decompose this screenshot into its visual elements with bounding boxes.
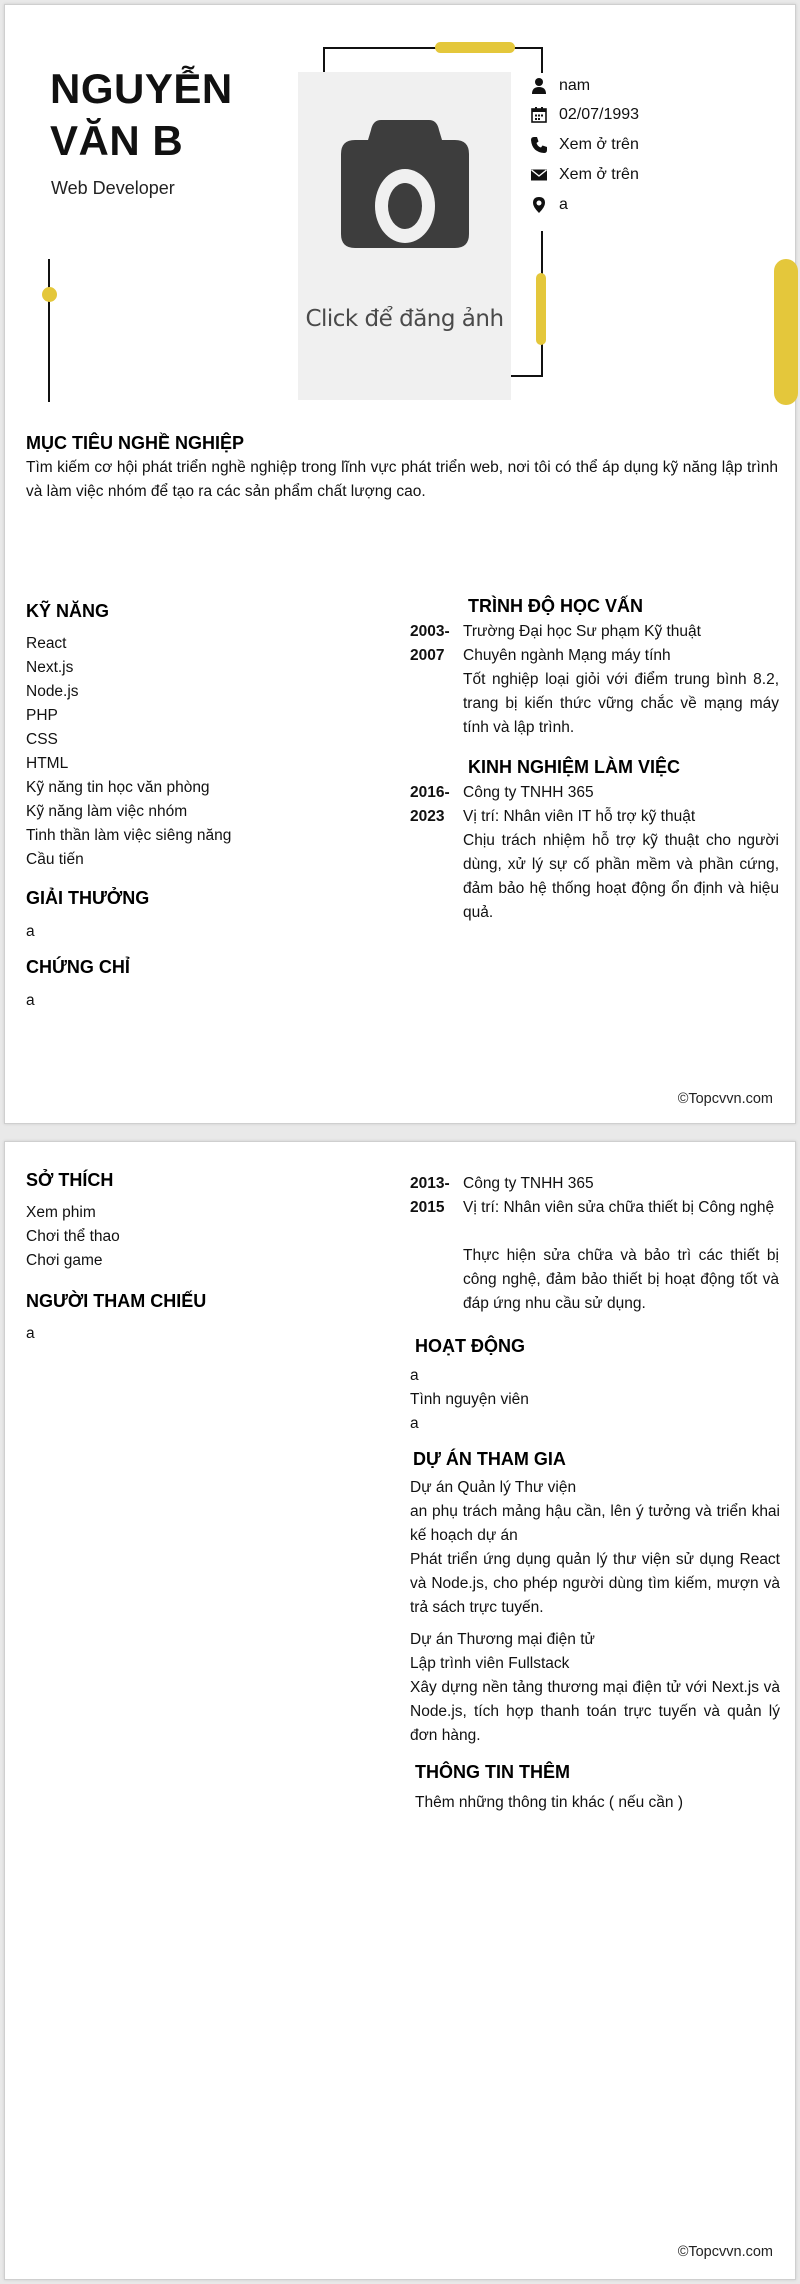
- project-name: Dự án Thương mại điện tử: [410, 1631, 595, 1648]
- education-year-start: 2003-: [410, 623, 450, 640]
- decor-yellow-bar-edge: [774, 259, 798, 405]
- footer-brand: ©Topcvvn.com: [677, 2244, 773, 2260]
- activity-item: a: [410, 1415, 419, 1432]
- awards-text[interactable]: a: [26, 923, 35, 940]
- certificates-heading: CHỨNG CHỈ: [26, 957, 130, 977]
- project-description: Xây dựng nền tảng thương mại điện tử với Next.js và Node.js, tích hợp thanh toán trực tuyến và quản lý đơn hàng.: [410, 1679, 780, 1744]
- decor-frame-right-top: [541, 47, 543, 73]
- additional-text[interactable]: Thêm những thông tin khác ( nếu cần ): [415, 1794, 684, 1811]
- footer-brand: ©Topcvvn.com: [677, 1091, 773, 1107]
- project-entry[interactable]: [410, 1476, 780, 1620]
- hobbies-list[interactable]: [26, 1201, 376, 1273]
- hobby-item: Xem phim: [26, 1204, 96, 1221]
- dob-value: 02/07/1993: [559, 106, 640, 123]
- decor-frame-bottom: [511, 375, 543, 377]
- photo-caption: Click để đăng ảnh: [305, 306, 504, 332]
- project-entry[interactable]: [410, 1628, 780, 1748]
- skill-item: Next.js: [26, 659, 74, 676]
- projects-heading: DỰ ÁN THAM GIA: [413, 1449, 566, 1469]
- experience-position: Vị trí: Nhân viên IT hỗ trợ kỹ thuật: [463, 808, 696, 825]
- mail-icon: [530, 166, 548, 184]
- activities-heading: HOẠT ĐỘNG: [415, 1336, 525, 1356]
- project-role: Lập trình viên Fullstack: [410, 1655, 570, 1672]
- activity-item: a: [410, 1367, 419, 1384]
- references-heading: NGƯỜI THAM CHIẾU: [26, 1291, 207, 1311]
- contact-gender[interactable]: [530, 75, 590, 97]
- decor-yellow-bar-top: [435, 42, 515, 53]
- experience-position: Vị trí: Nhân viên sửa chữa thiết bị Công nghệ: [463, 1199, 775, 1216]
- skill-item: CSS: [26, 731, 58, 748]
- job-title[interactable]: Web Developer: [51, 178, 175, 198]
- name-line-2: VĂN B: [50, 117, 184, 164]
- experience-description: Chịu trách nhiệm hỗ trợ kỹ thuật cho người dùng, xử lý sự cố phần mềm và phần cứng, đảm bảo hệ thống hoạt động ổn định và hiệu quả.: [463, 832, 779, 921]
- contact-email[interactable]: [530, 164, 639, 186]
- hobbies-heading: SỞ THÍCH: [26, 1170, 114, 1190]
- objective-heading: MỤC TIÊU NGHỀ NGHIỆP: [26, 433, 245, 453]
- skill-item: React: [26, 635, 67, 652]
- phone-value: Xem ở trên: [559, 136, 639, 153]
- certificates-text[interactable]: a: [26, 992, 35, 1009]
- name-line-1: NGUYỄN: [50, 65, 233, 112]
- experience-year-start: 2013-: [410, 1175, 450, 1192]
- hobby-item: Chơi thể thao: [26, 1228, 120, 1245]
- candidate-name[interactable]: [50, 63, 233, 167]
- skill-item: PHP: [26, 707, 58, 724]
- decor-frame-left: [323, 47, 325, 73]
- experience-company: Công ty TNHH 365: [463, 784, 594, 801]
- project-description: Phát triển ứng dụng quản lý thư viện sử dụng React và Node.js, cho phép người dùng tìm kiếm, mượn và trả sách trực tuyến.: [410, 1551, 780, 1616]
- skill-item: Node.js: [26, 683, 79, 700]
- experience-year-end: 2015: [410, 1199, 445, 1216]
- phone-icon: [530, 136, 548, 154]
- hobby-item: Chơi game: [26, 1252, 103, 1269]
- skills-heading: KỸ NĂNG: [26, 601, 110, 621]
- skill-item: Cầu tiến: [26, 851, 84, 868]
- user-icon: [530, 77, 548, 95]
- experience-heading: KINH NGHIỆM LÀM VIỆC: [468, 757, 681, 777]
- contact-dob[interactable]: [530, 104, 639, 126]
- decor-left-line: [48, 259, 50, 402]
- experience-description: Thực hiện sửa chữa và bảo trì các thiết bị công nghệ, đảm bảo thiết bị hoạt động tốt và đáp ứng nhu cầu sử dụng.: [463, 1247, 779, 1312]
- experience-company: Công ty TNHH 365: [463, 1175, 594, 1192]
- skill-item: Kỹ năng tin học văn phòng: [26, 779, 210, 796]
- project-role: an phụ trách mảng hậu cần, lên ý tưởng và triển khai kế hoạch dự án: [410, 1503, 780, 1544]
- photo-upload-area[interactable]: [298, 72, 511, 400]
- decor-yellow-bar-side: [536, 273, 546, 345]
- education-major: Chuyên ngành Mạng máy tính: [463, 647, 671, 664]
- experience-year-end: 2023: [410, 808, 445, 825]
- activities-list[interactable]: [410, 1364, 780, 1436]
- cv-page-2: [4, 1141, 796, 2280]
- skill-item: Kỹ năng làm việc nhóm: [26, 803, 188, 820]
- gender-value: nam: [559, 77, 591, 94]
- education-year-end: 2007: [410, 647, 445, 664]
- decor-yellow-dot: [42, 287, 57, 302]
- awards-heading: GIẢI THƯỞNG: [26, 888, 150, 908]
- education-description: Tốt nghiệp loại giỏi với điểm trung bình 8.2, trang bị kiến thức vững chắc về mạng máy tính và lập trình.: [463, 671, 779, 736]
- email-value: Xem ở trên: [559, 166, 639, 183]
- location-icon: [530, 196, 548, 214]
- address-value: a: [559, 196, 568, 213]
- skill-item: Tinh thần làm việc siêng năng: [26, 827, 232, 844]
- skills-list[interactable]: [26, 632, 376, 872]
- camera-icon: [341, 120, 469, 248]
- cv-page-1: [4, 4, 796, 1124]
- objective-text[interactable]: Tìm kiếm cơ hội phát triển nghề nghiệp trong lĩnh vực phát triển web, nơi tôi có thể áp dụng kỹ năng lập trình và làm việc nhóm để tạo ra các sản phẩm chất lượng cao.: [26, 459, 778, 500]
- references-text[interactable]: a: [26, 1325, 35, 1342]
- calendar-icon: [530, 106, 548, 124]
- additional-heading: THÔNG TIN THÊM: [415, 1762, 570, 1782]
- contact-phone[interactable]: [530, 134, 639, 156]
- education-heading: TRÌNH ĐỘ HỌC VẤN: [468, 596, 643, 616]
- project-name: Dự án Quản lý Thư viện: [410, 1479, 577, 1496]
- education-school: Trường Đại học Sư phạm Kỹ thuật: [463, 623, 701, 640]
- experience-year-start: 2016-: [410, 784, 450, 801]
- skill-item: HTML: [26, 755, 69, 772]
- contact-address[interactable]: [530, 194, 568, 216]
- activity-item: Tình nguyện viên: [410, 1391, 529, 1408]
